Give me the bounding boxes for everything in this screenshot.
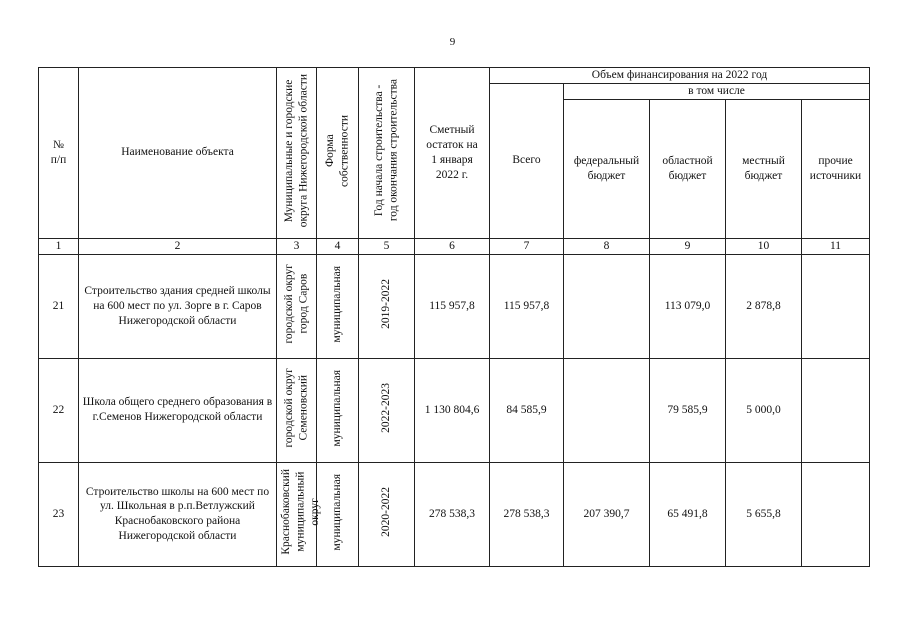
header-district-text: Муниципальные и городские округа Нижегородской области	[283, 73, 310, 228]
column-number: 7	[490, 238, 564, 254]
header-years	[359, 68, 415, 239]
column-number: 3	[277, 238, 317, 254]
column-number: 8	[564, 238, 650, 254]
header-object-name: Наименование объекта	[79, 68, 277, 239]
estimated-remainder: 278 538,3	[415, 462, 490, 566]
other-sources	[802, 254, 870, 358]
header-total: Всего	[490, 83, 564, 238]
district-cell	[277, 254, 317, 358]
local-budget: 5 000,0	[726, 358, 802, 462]
other-sources	[802, 462, 870, 566]
regional-budget: 113 079,0	[650, 254, 726, 358]
table-row	[39, 254, 870, 358]
federal-budget: 207 390,7	[564, 462, 650, 566]
table-row	[39, 462, 870, 566]
header-financing: Объем финансирования на 2022 год	[490, 68, 870, 84]
financing-total: 84 585,9	[490, 358, 564, 462]
years-cell	[359, 254, 415, 358]
column-number: 10	[726, 238, 802, 254]
district-name: городской округ город Саров	[283, 264, 310, 344]
column-number: 9	[650, 238, 726, 254]
object-name: Строительство здания средней школы на 600 мест по ул. Зорге в г. Саров Нижегородской области	[79, 254, 277, 358]
header-remainder: Сметный остаток на 1 января 2022 г.	[415, 68, 490, 239]
ownership-cell	[317, 254, 359, 358]
column-number: 4	[317, 238, 359, 254]
column-number: 1	[39, 238, 79, 254]
row-number: 21	[39, 254, 79, 358]
ownership-cell	[317, 358, 359, 462]
page-number: 9	[449, 36, 456, 48]
federal-budget	[564, 358, 650, 462]
header-district	[277, 68, 317, 239]
regional-budget: 79 585,9	[650, 358, 726, 462]
header-regional: областной бюджет	[650, 99, 726, 238]
header-including: в том числе	[564, 83, 870, 99]
object-name: Строительство школы на 600 мест по ул. Школьная в р.п.Ветлужский Краснобаковского района Нижегородской области	[79, 462, 277, 566]
header-other: прочие источники	[802, 99, 870, 238]
column-number: 2	[79, 238, 277, 254]
financing-total: 115 957,8	[490, 254, 564, 358]
estimated-remainder: 1 130 804,6	[415, 358, 490, 462]
ownership-cell	[317, 462, 359, 566]
local-budget: 2 878,8	[726, 254, 802, 358]
other-sources	[802, 358, 870, 462]
column-number: 6	[415, 238, 490, 254]
construction-years: 2020-2022	[380, 486, 393, 537]
construction-years: 2019-2022	[380, 278, 393, 329]
years-cell	[359, 358, 415, 462]
header-ownership-text: Форма собственности	[324, 114, 351, 187]
ownership-form: муниципальная	[331, 265, 344, 343]
regional-budget: 65 491,8	[650, 462, 726, 566]
district-name: Краснобаковский муниципальный округ	[280, 469, 321, 555]
district-cell	[277, 462, 321, 566]
header-federal: федеральный бюджет	[564, 99, 650, 238]
financing-table	[38, 67, 870, 567]
local-budget: 5 655,8	[726, 462, 802, 566]
district-cell	[277, 358, 317, 462]
header-local: местный бюджет	[726, 99, 802, 238]
header-ownership	[317, 68, 359, 239]
years-cell	[359, 462, 415, 566]
district-name: городской округ Семеновский	[283, 368, 310, 448]
federal-budget	[564, 254, 650, 358]
estimated-remainder: 115 957,8	[415, 254, 490, 358]
construction-years: 2022-2023	[380, 382, 393, 433]
row-number: 23	[39, 462, 79, 566]
financing-total: 278 538,3	[490, 462, 564, 566]
object-name: Школа общего среднего образования в г.Семенов Нижегородской области	[79, 358, 277, 462]
ownership-form: муниципальная	[331, 369, 344, 447]
table-row	[39, 358, 870, 462]
row-number: 22	[39, 358, 79, 462]
header-years-text: Год начала строительства - год окончания строительства	[373, 79, 400, 222]
column-number: 11	[802, 238, 870, 254]
ownership-form: муниципальная	[331, 473, 344, 551]
column-number: 5	[359, 238, 415, 254]
column-number-row	[39, 238, 870, 254]
header-row-number: № п/п	[39, 68, 79, 239]
